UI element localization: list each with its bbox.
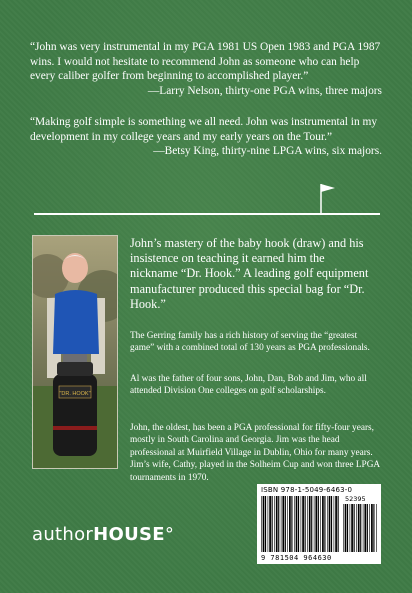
barcode-bar	[269, 496, 271, 552]
barcode-bar	[301, 496, 302, 552]
barcode-bar	[350, 504, 351, 552]
barcode-bar	[322, 496, 324, 552]
author-photo	[32, 235, 118, 469]
barcode-bar	[285, 496, 286, 552]
barcode-bar	[309, 496, 311, 552]
barcode-bar	[305, 496, 306, 552]
publisher-logo	[32, 524, 174, 545]
barcode-bar	[307, 496, 308, 552]
barcode-bar	[369, 504, 370, 552]
barcode-bar	[311, 496, 312, 552]
barcode-bar	[338, 496, 339, 552]
barcode-bar	[320, 496, 321, 552]
barcode-bar	[272, 496, 273, 552]
barcode-bar	[281, 496, 282, 552]
barcode-bar	[345, 504, 347, 552]
barcode-bar	[371, 504, 373, 552]
barcode-bar	[324, 496, 325, 552]
barcode-bar	[274, 496, 275, 552]
barcode-bar	[358, 504, 360, 552]
barcode-bar	[351, 504, 353, 552]
barcode-bar	[364, 504, 366, 552]
barcode-bar	[291, 496, 292, 552]
barcode-bar	[296, 496, 298, 552]
barcode-bar	[360, 504, 361, 552]
barcode-bar	[278, 496, 279, 552]
barcode-bar	[276, 496, 278, 552]
quote-attribution: —Betsy King, thirty-nine LPGA wins, six majors.	[153, 145, 382, 158]
barcode-bar	[334, 496, 335, 552]
bio-paragraph: John, the oldest, has been a PGA professional for fifty-four years, mostly in South Carolina and Georgia. Jim was the head professional at Muirfield Village in Dublin, Ohio for many years. Jim’s wife, Cathy, played in the Solheim Cup and won three LPGA tournaments in 1970.	[130, 423, 380, 483]
publisher-mark: °	[164, 524, 175, 545]
barcode-bar	[265, 496, 266, 552]
bag-label: "DR. HOOK"	[59, 391, 91, 397]
barcode-number: 9 781504 964630	[261, 554, 332, 562]
barcode-bar	[298, 496, 299, 552]
barcode-bars	[261, 496, 339, 552]
barcode-bar	[315, 496, 317, 552]
bio-paragraph: The Gerring family has a rich history of serving the “greatest game” with a combined total of 130 years as PGA professionals.	[130, 331, 370, 354]
barcode-bar	[367, 504, 368, 552]
barcode-bar	[287, 496, 288, 552]
barcode-bar	[282, 496, 284, 552]
barcode-bar	[314, 496, 315, 552]
quote-text: “Making golf simple is something we all need. John was instrumental in my development in my college years and my early years on the Tour.”	[30, 116, 378, 143]
barcode-bar	[302, 496, 304, 552]
golf-flag-icon	[318, 182, 338, 214]
price-code: 52395	[345, 495, 366, 503]
publisher-name-part1: author	[32, 524, 94, 545]
publisher-name-part2: HOUSE	[93, 524, 165, 545]
barcode-bar	[289, 496, 291, 552]
barcode-bar	[331, 496, 332, 552]
barcode-bar	[376, 504, 377, 552]
barcode-bar	[294, 496, 295, 552]
barcode-bar	[347, 504, 348, 552]
barcode-bar	[373, 504, 374, 552]
barcode-bar	[318, 496, 319, 552]
barcode-bar	[335, 496, 337, 552]
testimonial-quote	[30, 115, 382, 159]
barcode-bar	[327, 496, 328, 552]
quote-attribution: —Larry Nelson, thirty-one PGA wins, three majors	[147, 84, 382, 97]
barcode-bar	[356, 504, 357, 552]
barcode-bar	[363, 504, 364, 552]
barcode-bar	[343, 504, 344, 552]
barcode-bar	[263, 496, 265, 552]
testimonial-quote	[30, 40, 382, 98]
divider-line	[34, 213, 380, 215]
bio-paragraph: Al was the father of four sons, John, Dan, Bob and Jim, who all attended Division One colleges on golf scholarships.	[130, 374, 367, 397]
barcode-bar	[261, 496, 262, 552]
barcode-bar	[354, 504, 355, 552]
isbn-barcode	[257, 484, 381, 564]
barcode-bar	[329, 496, 331, 552]
bio-intro: John’s mastery of the baby hook (draw) and his insistence on teaching it earned him the nickname “Dr. Hook.” A leading golf equipment manufacturer produced this special bag for “Dr. Hook.”	[130, 236, 369, 311]
barcode-bar	[268, 496, 269, 552]
barcode-addon-bars	[343, 504, 377, 552]
quote-text: “John was very instrumental in my PGA 1981 US Open 1983 and PGA 1987 wins. I would not hesitate to recommend John as someone who can help every caliber golfer from beginning to accomplished player.”	[30, 41, 381, 83]
isbn-text: ISBN 978-1-5049-6463-0	[261, 486, 353, 494]
